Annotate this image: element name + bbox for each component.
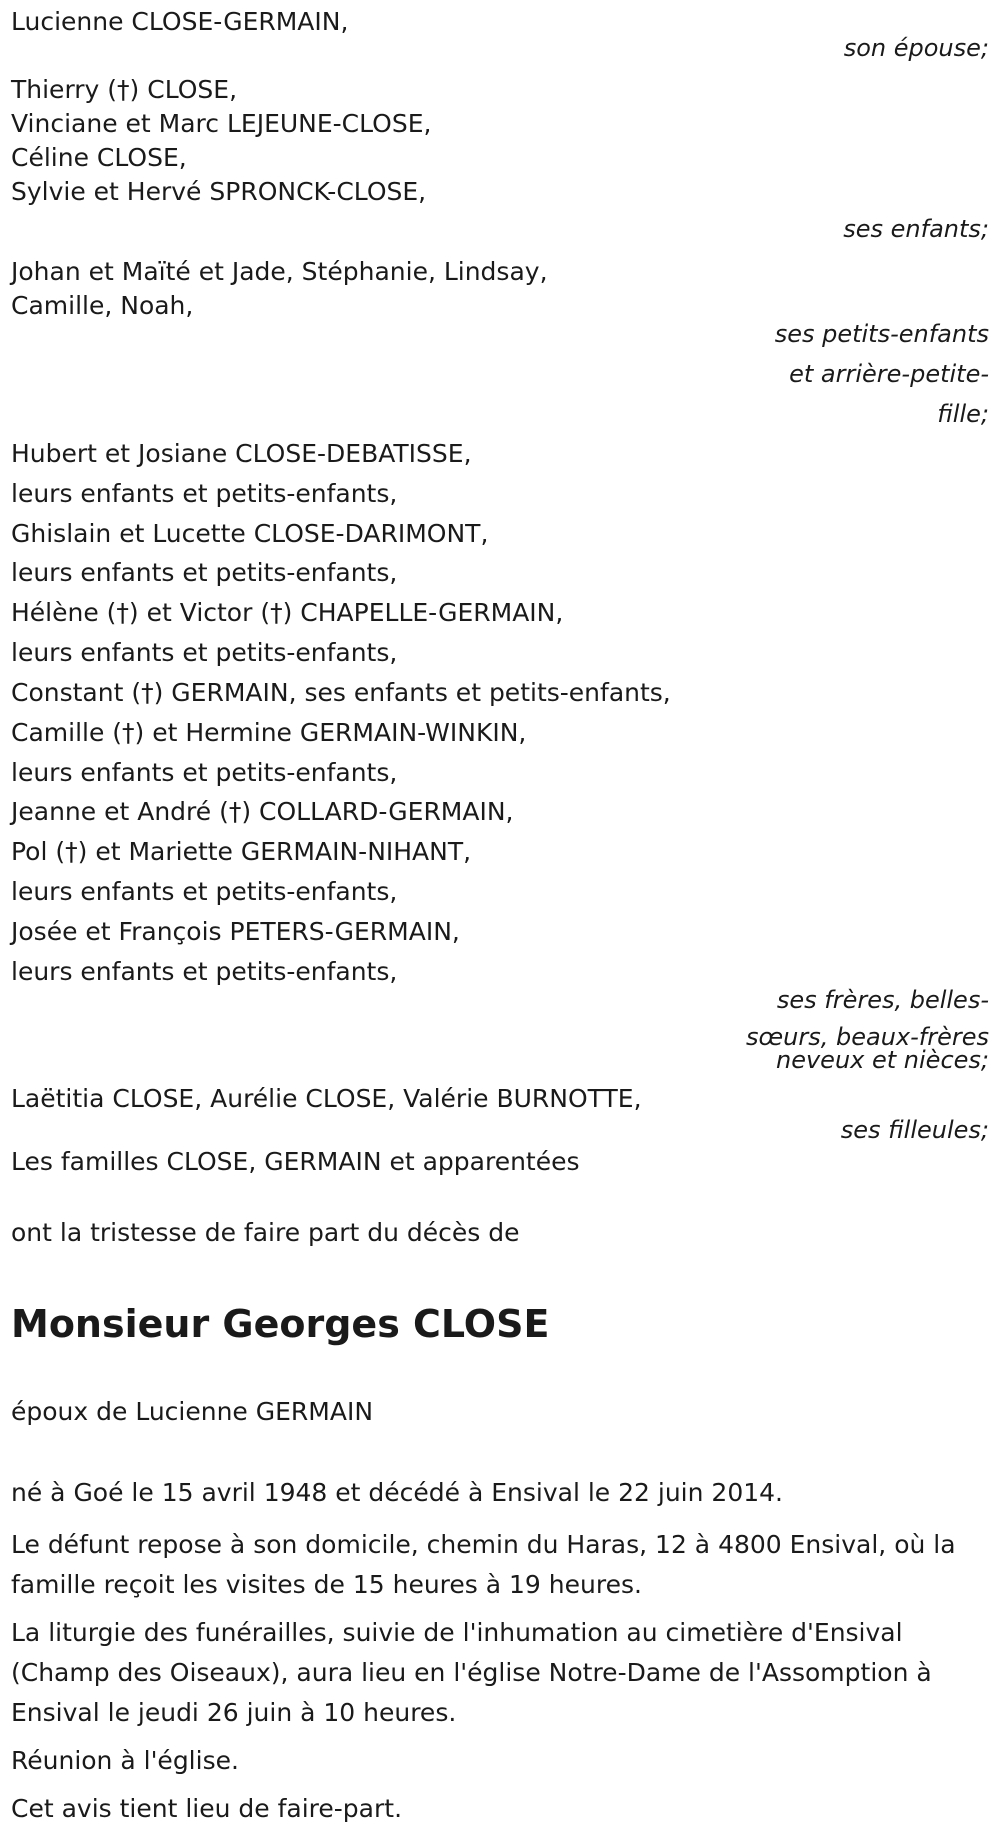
family-line: Constant (†) GERMAIN, ses enfants et petits-enfants, [11,678,671,707]
family-line: leurs enfants et petits-enfants, [11,758,398,787]
deceased-name: Monsieur Georges CLOSE [11,1302,550,1346]
family-line: Pol (†) et Mariette GERMAIN-NIHANT, [11,837,472,866]
birth-death-info: né à Goé le 15 avril 1948 et décédé à Ensival le 22 juin 2014. [11,1478,783,1507]
family-line: Céline CLOSE, [11,143,187,172]
relation-label: ses frères, belles- [776,986,989,1014]
repose-info: Le défunt repose à son domicile, chemin du Haras, 12 à 4800 Ensival, où la famille reçoit les visites de 15 heures à 19 heures. [11,1530,956,1599]
funeral-info: La liturgie des funérailles, suivie de l'inhumation au cimetière d'Ensival (Champ des Oiseaux), aura lieu en l'église Notre-Dame de l'Assomption à Ensival le jeudi 26 juin à 10 heures. [11,1618,932,1727]
announcement-text: ont la tristesse de faire part du décès de [11,1218,520,1247]
relation-label: ses filleules; [840,1116,989,1144]
family-line: Lucienne CLOSE-GERMAIN, [11,7,349,36]
relation-label: son épouse; [843,34,989,62]
family-line: Vinciane et Marc LEJEUNE-CLOSE, [11,109,432,138]
family-line: Josée et François PETERS-GERMAIN, [11,917,460,946]
family-line: Jeanne et André (†) COLLARD-GERMAIN, [11,797,514,826]
family-line: Camille, Noah, [11,291,194,320]
family-line: Ghislain et Lucette CLOSE-DARIMONT, [11,519,489,548]
family-line: Johan et Maïté et Jade, Stéphanie, Lindsay, [11,257,548,286]
family-line: leurs enfants et petits-enfants, [11,877,398,906]
relation-label: ses enfants; [843,215,989,243]
family-line: Hubert et Josiane CLOSE-DEBATISSE, [11,439,472,468]
family-line: leurs enfants et petits-enfants, [11,558,398,587]
family-line: leurs enfants et petits-enfants, [11,479,398,508]
relation-label: sœurs, beaux-frères [745,1023,989,1051]
family-line: Les familles CLOSE, GERMAIN et apparentées [11,1147,580,1176]
family-line: Laëtitia CLOSE, Aurélie CLOSE, Valérie BURNOTTE, [11,1084,642,1113]
relation-label: neveux et nièces; [776,1046,989,1074]
family-line: Thierry (†) CLOSE, [11,75,238,104]
notice-footer: Cet avis tient lieu de faire-part. [11,1794,403,1823]
spouse-line: époux de Lucienne GERMAIN [11,1397,374,1426]
family-line: leurs enfants et petits-enfants, [11,638,398,667]
meeting-info: Réunion à l'église. [11,1746,239,1775]
relation-label: fille; [937,400,989,428]
family-line: Sylvie et Hervé SPRONCK-CLOSE, [11,177,427,206]
family-line: leurs enfants et petits-enfants, [11,957,398,986]
relation-label: et arrière-petite- [789,360,989,388]
family-line: Camille (†) et Hermine GERMAIN-WINKIN, [11,718,527,747]
relation-label: ses petits-enfants [774,320,989,348]
family-line: Hélène (†) et Victor (†) CHAPELLE-GERMAIN, [11,598,564,627]
